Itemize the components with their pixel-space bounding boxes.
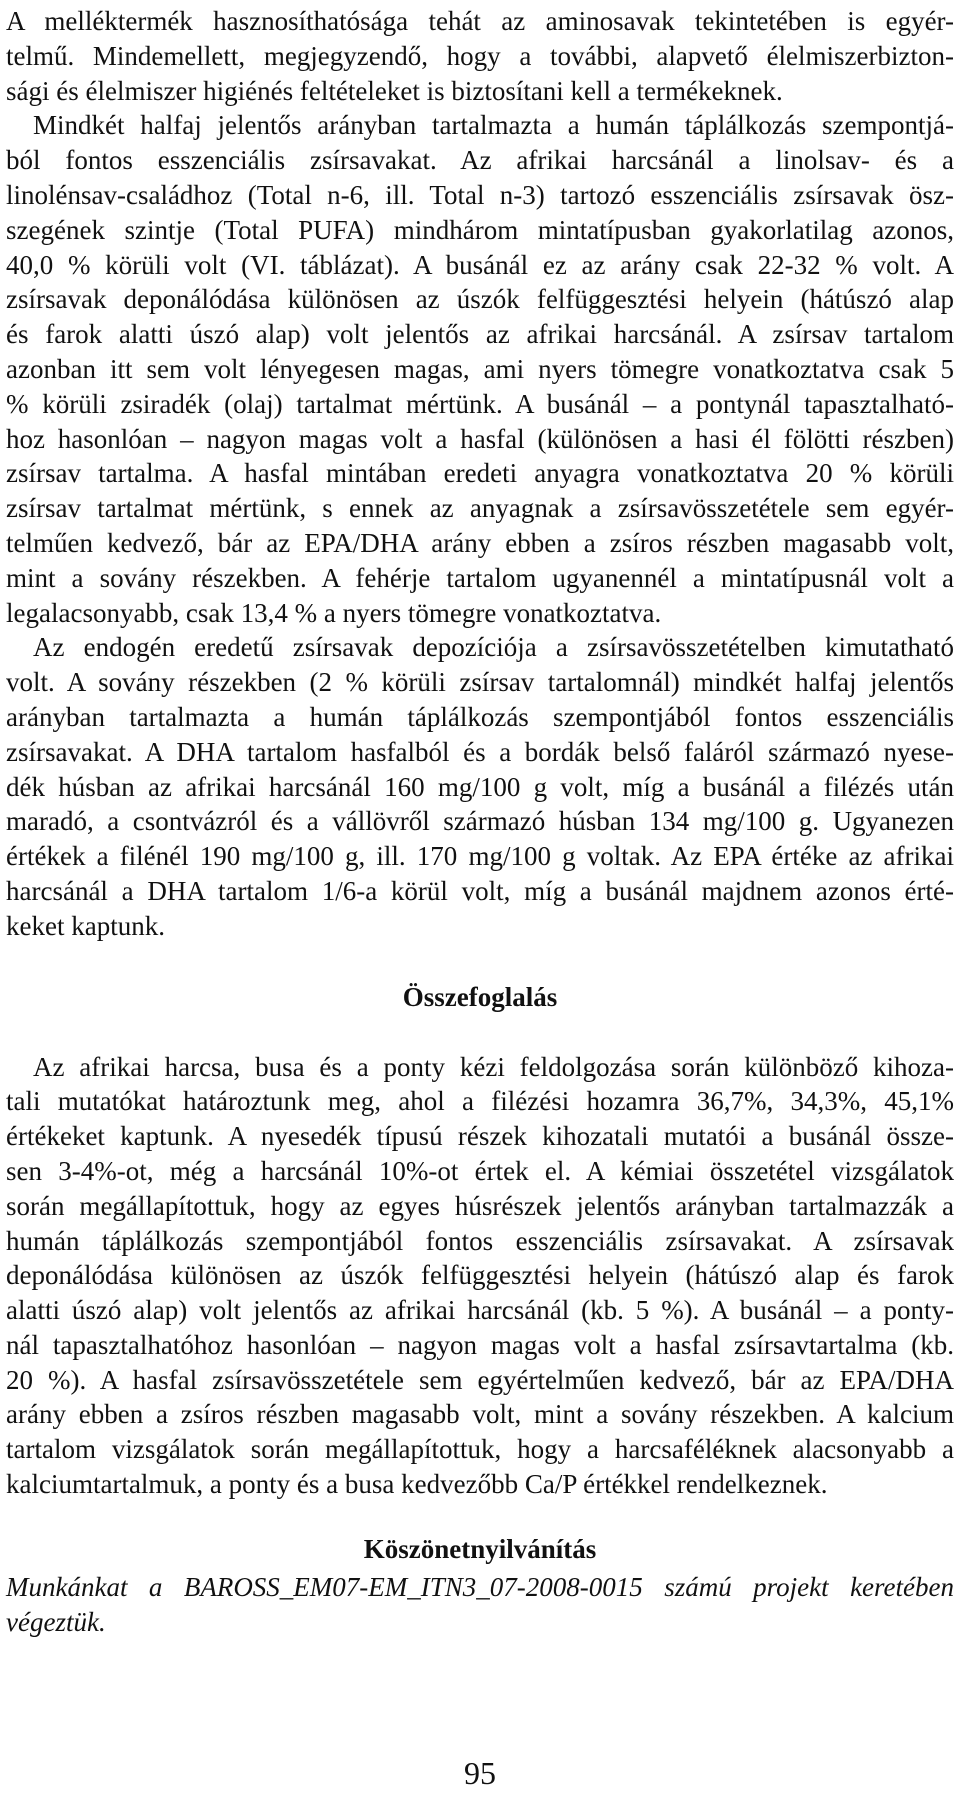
text-line: kalciumtartalmuk, a ponty és a busa kedvezőbb Ca/P értékkel rendelkeznek. — [6, 1469, 828, 1500]
text-line: telmű. Mindemellett, megjegyzendő, hogy a további, alapvető élelmiszerbizton- — [6, 40, 954, 71]
text-line: tartalom vizsgálatok során megállapítottuk, hogy a harcsaféléknek alacsonyabb a — [6, 1434, 954, 1465]
text-line: azonban itt sem volt lényegesen magas, ami nyers tömegre vonatkoztatva csak 5 — [6, 353, 954, 384]
text-line: harcsánál a DHA tartalom 1/6-a körül volt, míg a busánál majdnem azonos érté- — [6, 875, 954, 906]
paragraph-endogenous — [6, 630, 954, 943]
text-line: alatti úszó alap) volt jelentős az afrikai harcsánál (kb. 5 %). A busánál – a ponty- — [6, 1295, 954, 1326]
text-line: tali mutatókat határoztunk meg, ahol a filézési hozamra 36,7%, 34,3%, 45,1% — [6, 1086, 954, 1117]
text-line: mint a sovány részekben. A fehérje tartalom ugyanennél a mintatípusnál volt a — [6, 562, 954, 593]
text-line: értékeket kaptunk. A nyesedék típusú részek kihozatali mutatói a busánál össze- — [6, 1121, 954, 1152]
text-line: telműen kedvező, bár az EPA/DHA arány ebben a zsíros részben magasabb volt, — [6, 527, 954, 558]
text-line: 20 %). A hasfal zsírsavösszetétele sem egyértelműen kedvező, bár az EPA/DHA — [6, 1364, 954, 1395]
text-line: sági és élelmiszer higiénés feltételeket is biztosítani kell a termékeknek. — [6, 75, 783, 106]
text-line: deponálódása különösen az úszók felfüggesztési helyein (hátúszó alap és farok — [6, 1260, 954, 1291]
text-line: sen 3-4%-ot, még a harcsánál 10%-ot értek el. A kémiai összetétel vizsgálatok — [6, 1155, 954, 1186]
paragraph-acknowledgement — [6, 1570, 954, 1640]
text-line: és farok alatti úszó alap) volt jelentős az afrikai harcsánál. A zsírsav tartalom — [6, 319, 954, 350]
text-line: legalacsonyabb, csak 13,4 % a nyers tömegre vonatkoztatva. — [6, 597, 662, 628]
text-line: volt. A sovány részekben (2 % körüli zsírsav tartalomnál) mindkét halfaj jelentős — [6, 667, 954, 698]
page-number: 95 — [464, 1755, 496, 1791]
text-line: A melléktermék hasznosíthatósága tehát az aminosavak tekintetében is egyér- — [6, 6, 954, 36]
text-line: hoz hasonlóan – nagyon magas volt a hasfal (különösen a hasi él fölötti részben) — [6, 423, 954, 454]
text-line: zsírsavakat. A DHA tartalom hasfalból és a bordák belső faláról származó nyese- — [6, 736, 954, 767]
text-line: zsírsav tartalma. A hasfal mintában eredeti anyagra vonatkoztatva 20 % körüli — [6, 458, 954, 489]
text-line: zsírsav tartalmat mértünk, s ennek az anyagnak a zsírsavösszetétele sem egyér- — [6, 493, 954, 524]
text-line: 40,0 % körüli volt (VI. táblázat). A busánál ez az arány csak 22-32 % volt. A — [6, 249, 954, 280]
text-line: dék húsban az afrikai harcsánál 160 mg/100 g volt, míg a busánál a filézés után — [6, 771, 954, 802]
text-line: arány ebben a zsíros részben magasabb volt, mint a sovány részekben. A kalcium — [6, 1399, 954, 1430]
text-line: Az endogén eredetű zsírsavak depozíciója a zsírsavösszetételben kimutatható — [33, 632, 954, 663]
text-line: szegének szintje (Total PUFA) mindhárom mintatípusban gyakorlatilag azonos, — [6, 214, 954, 245]
paragraph-summary — [6, 1050, 954, 1502]
text-line: végeztük. — [6, 1606, 106, 1637]
text-line: értékek a filénél 190 mg/100 g, ill. 170 mg/100 g voltak. Az EPA értéke az afrikai — [6, 841, 954, 872]
paragraph-results — [6, 4, 954, 630]
text-line: zsírsavak deponálódása különösen az úszók felfüggesztési helyein (hátúszó alap — [6, 284, 954, 315]
summary-heading: Összefoglalás — [402, 981, 558, 1012]
text-line: humán táplálkozás szempontjából fontos esszenciális zsírsavakat. A zsírsavak — [6, 1225, 954, 1256]
text-line: linolénsav-családhoz (Total n-6, ill. Total n-3) tartozó esszenciális zsírsavak ösz- — [6, 179, 954, 210]
text-line: arányban tartalmazta a humán táplálkozás szempontjából fontos esszenciális — [6, 701, 954, 732]
text-line: % körüli zsiradék (olaj) tartalmat mértünk. A busánál – a pontynál tapasztalható- — [6, 388, 954, 419]
text-line: Munkánkat a BAROSS_EM07-EM_ITN3_07-2008-0015 számú projekt keretében — [6, 1571, 954, 1602]
acknowledgement-heading: Köszönetnyilvánítás — [363, 1533, 597, 1564]
text-line: nál tapasztalhatóhoz hasonlóan – nagyon magas volt a hasfal zsírsavtartalma (kb. — [6, 1329, 954, 1360]
text-line: ból fontos esszenciális zsírsavakat. Az afrikai harcsánál a linolsav- és a — [6, 145, 954, 176]
text-line: keket kaptunk. — [6, 910, 165, 941]
text-line: során megállapítottuk, hogy az egyes húsrészek jelentős arányban tartalmazzák a — [6, 1190, 954, 1221]
text-line: maradó, a csontvázról és a vállövről származó húsban 134 mg/100 g. Ugyanezen — [6, 806, 954, 837]
document-page — [6, 4, 954, 1639]
text-line: Mindkét halfaj jelentős arányban tartalmazta a humán táplálkozás szempontjá- — [33, 110, 954, 141]
text-line: Az afrikai harcsa, busa és a ponty kézi feldolgozása során különböző kihoza- — [33, 1051, 954, 1082]
